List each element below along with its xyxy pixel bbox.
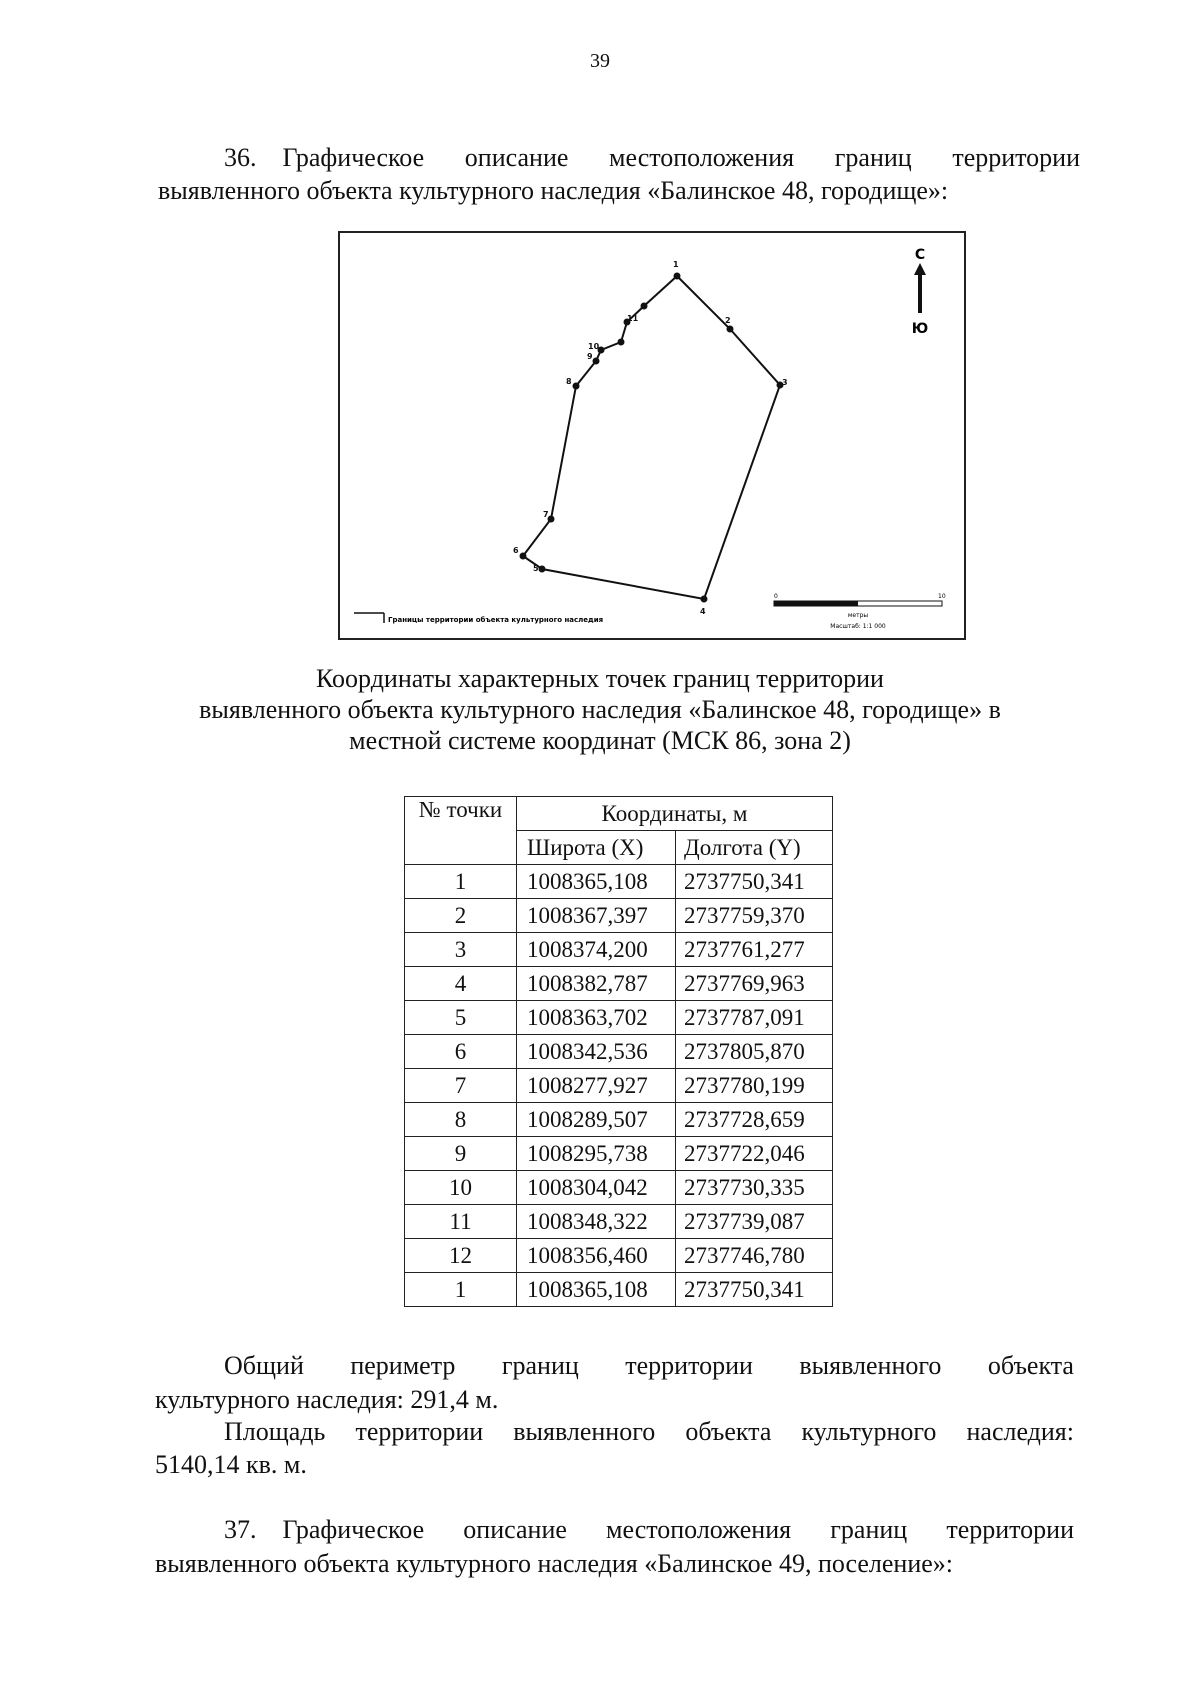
col-y-header: Долгота (Y) [676,831,833,865]
point-label: 4 [700,607,706,616]
perimeter-word: выявленного [799,1351,942,1380]
longitude-y: 2737728,659 [676,1103,833,1137]
point-number: 10 [405,1171,517,1205]
longitude-y: 2737759,370 [676,899,833,933]
section-37-title-text: Графическое описание местоположения границ территории [282,1515,1074,1544]
table-row [405,1069,833,1103]
boundary-vertices [520,273,784,603]
point-label: 2 [725,316,731,325]
section-37-number: 37. [224,1515,257,1544]
table-row [405,899,833,933]
coordinates-table [404,796,833,1307]
point-number: 12 [405,1239,517,1273]
table-row [405,1273,833,1307]
longitude-y: 2737750,341 [676,865,833,899]
latitude-x: 1008304,042 [517,1171,676,1205]
boundary-map [338,231,966,640]
point-number: 1 [405,1273,517,1307]
longitude-y: 2737722,046 [676,1137,833,1171]
longitude-y: 2737746,780 [676,1239,833,1273]
vertex-point [573,383,580,390]
table-row [405,1035,833,1069]
section-37-title-line2: выявленного объекта культурного наследия «Балинское 49, поселение»: [155,1549,954,1578]
vertex-point [674,273,681,280]
point-label: 10 [588,342,600,351]
latitude-x: 1008289,507 [517,1103,676,1137]
point-number: 8 [405,1103,517,1137]
latitude-x: 1008367,397 [517,899,676,933]
scale-end-label: 10 [938,593,946,600]
scale-ratio-label: Масштаб: 1:1 000 [830,623,886,630]
latitude-x: 1008356,460 [517,1239,676,1273]
longitude-y: 2737780,199 [676,1069,833,1103]
longitude-y: 2737787,091 [676,1001,833,1035]
table-row [405,1239,833,1273]
section-37-title-line1 [224,1514,1074,1545]
section-36-title-line2: выявленного объекта культурного наследия «Балинское 48, городище»: [158,176,949,205]
vertex-point [539,566,546,573]
section-36-number: 36. [224,143,257,172]
boundary-map-drawing [340,233,966,640]
longitude-y: 2737750,341 [676,1273,833,1307]
perimeter-word: периметр [350,1351,456,1380]
section-36-title-line1 [224,142,1080,173]
vertex-point [618,339,625,346]
latitude-x: 1008295,738 [517,1137,676,1171]
latitude-x: 1008277,927 [517,1069,676,1103]
point-label: 3 [782,378,788,387]
table-row [405,1001,833,1035]
table-row [405,865,833,899]
point-label: 6 [513,546,519,555]
point-number: 4 [405,967,517,1001]
perimeter-line1 [224,1350,1074,1381]
coords-caption-line1: Координаты характерных точек границ территории [316,664,884,693]
latitude-x: 1008382,787 [517,967,676,1001]
longitude-y: 2737730,335 [676,1171,833,1205]
table-row [405,1171,833,1205]
col-x-header: Широта (X) [517,831,676,865]
latitude-x: 1008365,108 [517,865,676,899]
point-label: 7 [543,510,549,519]
boundary-polyline [523,276,780,599]
vertex-point [641,303,648,310]
table-header-row [405,797,833,831]
point-number: 5 [405,1001,517,1035]
point-number: 3 [405,933,517,967]
south-label: Ю [911,321,929,337]
point-number: 2 [405,899,517,933]
perimeter-word: Общий [224,1351,304,1380]
point-number: 11 [405,1205,517,1239]
longitude-y: 2737805,870 [676,1035,833,1069]
point-label: 11 [627,314,639,323]
table-row [405,1103,833,1137]
scale-bar [774,593,946,630]
point-label: 9 [587,352,593,361]
point-label: 5 [533,564,539,573]
point-number: 9 [405,1137,517,1171]
vertex-point [701,596,708,603]
latitude-x: 1008342,536 [517,1035,676,1069]
point-number: 1 [405,865,517,899]
longitude-y: 2737739,087 [676,1205,833,1239]
coords-caption-line3: местной системе координат (МСК 86, зона 2) [349,726,851,755]
table-row [405,933,833,967]
north-label: С [914,247,926,263]
perimeter-line2: культурного наследия: 291,4 м. [155,1385,499,1414]
latitude-x: 1008363,702 [517,1001,676,1035]
perimeter-word: объекта [987,1351,1074,1380]
north-arrow-icon [912,247,928,337]
latitude-x: 1008374,200 [517,933,676,967]
perimeter-word: границ [501,1351,579,1380]
vertex-point [727,326,734,333]
perimeter-word: территории [625,1351,753,1380]
vertex-point [520,553,527,560]
section-36-title-text: Графическое описание местоположения границ территории [282,143,1080,172]
col-point-header: № точки [405,797,517,865]
scale-start-label: 0 [774,593,778,600]
latitude-x: 1008365,108 [517,1273,676,1307]
table-row [405,1137,833,1171]
latitude-x: 1008348,322 [517,1205,676,1239]
col-coords-header: Координаты, м [517,797,833,831]
table-row [405,967,833,1001]
legend-text: Границы территории объекта культурного наследия [388,616,604,624]
coords-caption-line2: выявленного объекта культурного наследия «Балинское 48, городище» в [199,695,1001,724]
area-line2: 5140,14 кв. м. [155,1450,307,1479]
point-number: 7 [405,1069,517,1103]
point-label: 8 [566,377,572,386]
longitude-y: 2737769,963 [676,967,833,1001]
page-number: 39 [590,50,610,72]
vertex-point [593,358,600,365]
longitude-y: 2737761,277 [676,933,833,967]
table-row [405,1205,833,1239]
point-label: 1 [673,260,679,269]
map-legend [354,613,603,624]
scale-units-label: метры [847,612,869,619]
area-line1: Площадь территории выявленного объекта культурного наследия: [224,1417,1074,1446]
point-number: 6 [405,1035,517,1069]
